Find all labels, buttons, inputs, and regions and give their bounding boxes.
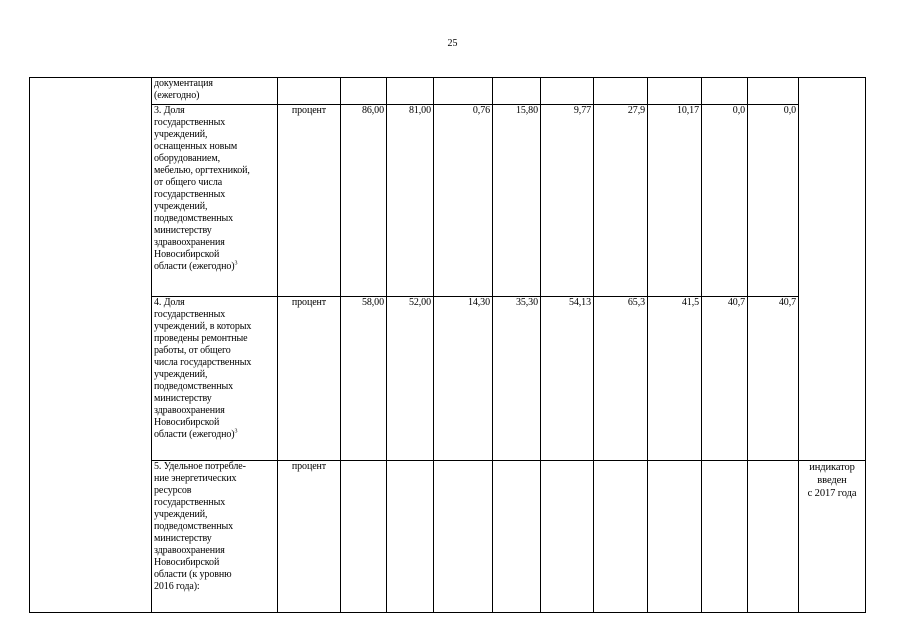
indicator-name-cell: 5. Удельное потребле- ние энергетических ресурсов государственных учреждений, подведомственных министерству здравоохранения Новосибирской области (к уровню 2016 года): — [152, 461, 278, 613]
value-cell — [541, 461, 594, 613]
value-cell — [594, 78, 648, 105]
value-cell: 35,30 — [493, 297, 541, 461]
footnote-mark: 3 — [234, 428, 238, 435]
value-cell: 0,0 — [702, 105, 748, 297]
value-cell — [648, 78, 702, 105]
value-cell: 9,77 — [541, 105, 594, 297]
table-row — [30, 461, 866, 613]
value-cell: 41,5 — [648, 297, 702, 461]
indicator-name-cell: 4. Доля государственных учреждений, в которых проведены ремонтные работы, от общего числа государственных учреждений, подведомственных министерству здравоохранения Новосибирской области (ежегодно)$^3$ — [152, 297, 278, 461]
value-cell — [434, 461, 493, 613]
unit-cell: процент — [278, 461, 341, 613]
value-cell — [648, 461, 702, 613]
program-cell — [30, 78, 152, 613]
unit-cell — [278, 78, 341, 105]
value-cell — [493, 461, 541, 613]
value-cell — [434, 78, 493, 105]
value-cell: 0,76 — [434, 105, 493, 297]
table-row — [30, 105, 866, 297]
value-cell: 14,30 — [434, 297, 493, 461]
value-cell: 81,00 — [387, 105, 434, 297]
value-cell — [541, 78, 594, 105]
indicator-name-cell: документация (ежегодно) — [152, 78, 278, 105]
value-cell: 40,7 — [702, 297, 748, 461]
unit-cell: процент — [278, 297, 341, 461]
value-cell — [748, 78, 799, 105]
value-cell — [387, 461, 434, 613]
indicator-name-cell: 3. Доля государственных учреждений, оснащенных новым оборудованием, мебелью, оргтехникой, от общего числа государственных учреждений, подведомственных министерству здравоохранения Новосибирской области (ежегодно)$^3$ — [152, 105, 278, 297]
value-cell: 58,00 — [341, 297, 387, 461]
value-cell — [493, 78, 541, 105]
value-cell: 15,80 — [493, 105, 541, 297]
value-cell — [341, 78, 387, 105]
value-cell: 0,0 — [748, 105, 799, 297]
value-cell — [702, 78, 748, 105]
value-cell — [748, 461, 799, 613]
value-cell: 86,00 — [341, 105, 387, 297]
value-cell — [594, 461, 648, 613]
page-number: 25 — [447, 38, 458, 49]
value-cell: 40,7 — [748, 297, 799, 461]
table-row — [30, 297, 866, 461]
value-cell: 54,13 — [541, 297, 594, 461]
value-cell: 27,9 — [594, 105, 648, 297]
unit-cell: процент — [278, 105, 341, 297]
value-cell — [702, 461, 748, 613]
table-row — [30, 78, 866, 105]
value-cell: 65,3 — [594, 297, 648, 461]
footnote-mark: 3 — [234, 260, 238, 267]
value-cell — [387, 78, 434, 105]
value-cell: 52,00 — [387, 297, 434, 461]
note-cell — [799, 78, 866, 461]
value-cell — [341, 461, 387, 613]
indicators-table — [29, 77, 866, 613]
value-cell: 10,17 — [648, 105, 702, 297]
note-cell: индикатор введен с 2017 года — [799, 461, 866, 613]
